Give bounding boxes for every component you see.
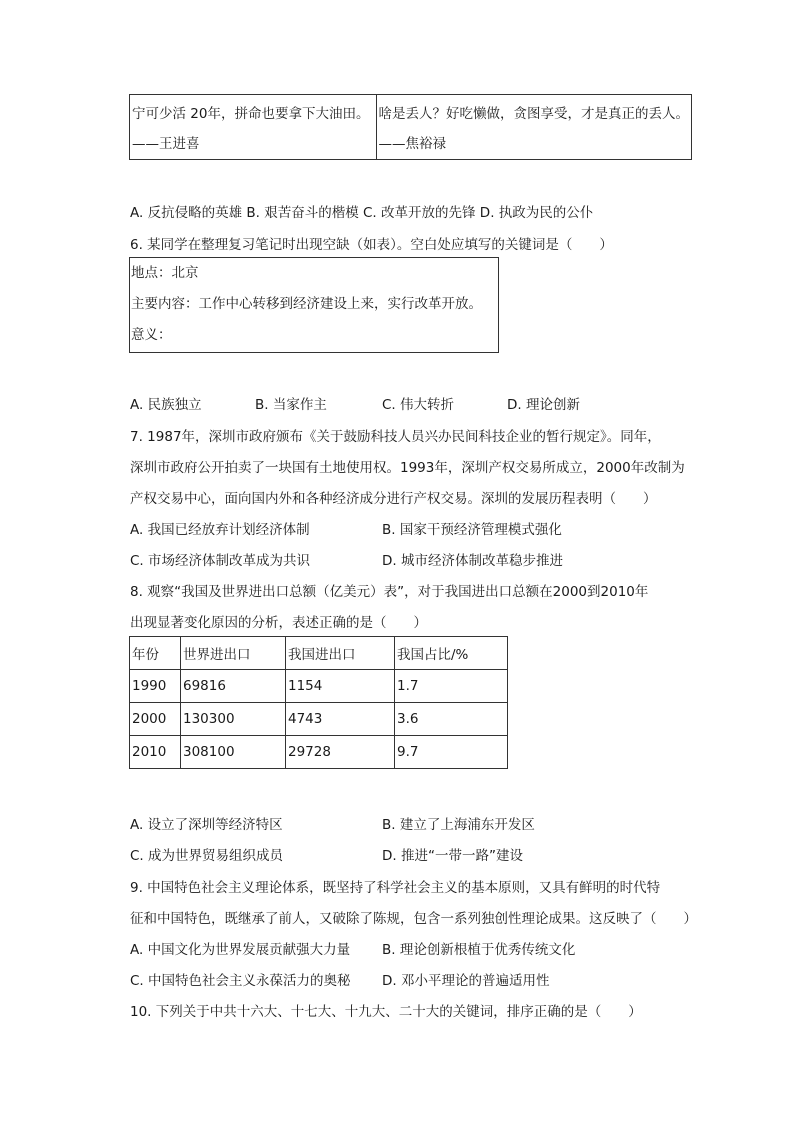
quote-table [129, 94, 692, 160]
q7-option-b[interactable]: B. 国家干预经济管理模式强化 [382, 522, 562, 538]
q8-option-b[interactable]: B. 建立了上海浦东开发区 [382, 817, 535, 833]
trade-table [129, 636, 508, 769]
q9-option-a[interactable]: A. 中国文化为世界发展贡献强大力量 [130, 942, 351, 958]
q9-option-b[interactable]: B. 理论创新根植于优秀传统文化 [382, 942, 576, 958]
cell-year: 1990 [130, 670, 181, 703]
q7-line-2: 深圳市政府公开拍卖了一块国有土地使用权。1993年，深圳产权交易所成立，2000年改制为 [130, 460, 685, 476]
quote-cell-left [130, 95, 377, 160]
cell-share: 1.7 [395, 670, 508, 703]
q7-option-c[interactable]: C. 市场经济体制改革成为共识 [130, 553, 311, 569]
quote-right-author: ——焦裕禄 [378, 136, 446, 152]
cell-china: 1154 [286, 670, 395, 703]
quote-cell-right [376, 95, 692, 160]
q8-option-d[interactable]: D. 推进“一带一路”建设 [382, 848, 523, 864]
q6-note-content: 主要内容：工作中心转移到经济建设上来，实行改革开放。 [131, 296, 482, 312]
q6-option-c[interactable]: C. 伟大转折 [382, 397, 455, 413]
quote-right-text: 啥是丢人？好吃懒做，贪图享受，才是真正的丢人。 [378, 106, 689, 122]
q6-option-b[interactable]: B. 当家作主 [255, 397, 327, 413]
q8-option-c[interactable]: C. 成为世界贸易组织成员 [130, 848, 284, 864]
q8-line-2: 出现显著变化原因的分析，表述正确的是（ ） [130, 615, 427, 631]
q8-line-1: 8. 观察“我国及世界进出口总额（亿美元）表”，对于我国进出口总额在2000到2010年 [130, 584, 649, 600]
cell-world: 308100 [181, 736, 286, 769]
cell-world: 69816 [181, 670, 286, 703]
cell-share: 3.6 [395, 703, 508, 736]
quote-left-text: 宁可少活 20年，拼命也要拿下大油田。 [132, 106, 370, 122]
q6-option-d[interactable]: D. 理论创新 [507, 397, 580, 413]
q6-notes-box [129, 257, 499, 353]
q7-option-a[interactable]: A. 我国已经放弃计划经济体制 [130, 522, 310, 538]
q9-option-d[interactable]: D. 邓小平理论的普遍适用性 [382, 973, 550, 989]
cell-world: 130300 [181, 703, 286, 736]
q6-note-significance: 意义： [131, 327, 172, 343]
q7-option-d[interactable]: D. 城市经济体制改革稳步推进 [382, 553, 563, 569]
q8-option-a[interactable]: A. 设立了深圳等经济特区 [130, 817, 283, 833]
cell-year: 2000 [130, 703, 181, 736]
q9-line-2: 征和中国特色，既继承了前人，又破除了陈规，包含一系列独创性理论成果。这反映了（ ） [130, 911, 697, 927]
header-china: 我国进出口 [286, 637, 395, 670]
cell-year: 2010 [130, 736, 181, 769]
header-share: 我国占比/% [395, 637, 508, 670]
q6-option-a[interactable]: A. 民族独立 [130, 397, 202, 413]
q5-options: A. 反抗侵略的英雄 B. 艰苦奋斗的楷模 C. 改革开放的先锋 D. 执政为民的公仆 [130, 205, 594, 221]
q7-line-1: 7. 1987年，深圳市政府颁布《关于鼓励科技人员兴办民间科技企业的暂行规定》。同年， [130, 429, 661, 445]
table-row [130, 670, 508, 703]
table-row [130, 736, 508, 769]
header-world: 世界进出口 [181, 637, 286, 670]
q6-stem: 6. 某同学在整理复习笔记时出现空缺（如表）。空白处应填写的关键词是（ ） [130, 237, 613, 253]
cell-china: 29728 [286, 736, 395, 769]
quote-left-author: ——王进喜 [132, 136, 200, 152]
q9-line-1: 9. 中国特色社会主义理论体系，既坚持了科学社会主义的基本原则，又具有鲜明的时代特 [130, 880, 661, 896]
q7-line-3: 产权交易中心，面向国内外和各种经济成分进行产权交易。深圳的发展历程表明（ ） [130, 491, 657, 507]
header-year: 年份 [130, 637, 181, 670]
table-row [130, 703, 508, 736]
q6-note-location: 地点：北京 [131, 265, 199, 281]
trade-table-header [130, 637, 508, 670]
cell-share: 9.7 [395, 736, 508, 769]
q9-option-c[interactable]: C. 中国特色社会主义永葆活力的奥秘 [130, 973, 351, 989]
q10-stem: 10. 下列关于中共十六大、十七大、十九大、二十大的关键词，排序正确的是（ ） [130, 1004, 642, 1020]
cell-china: 4743 [286, 703, 395, 736]
